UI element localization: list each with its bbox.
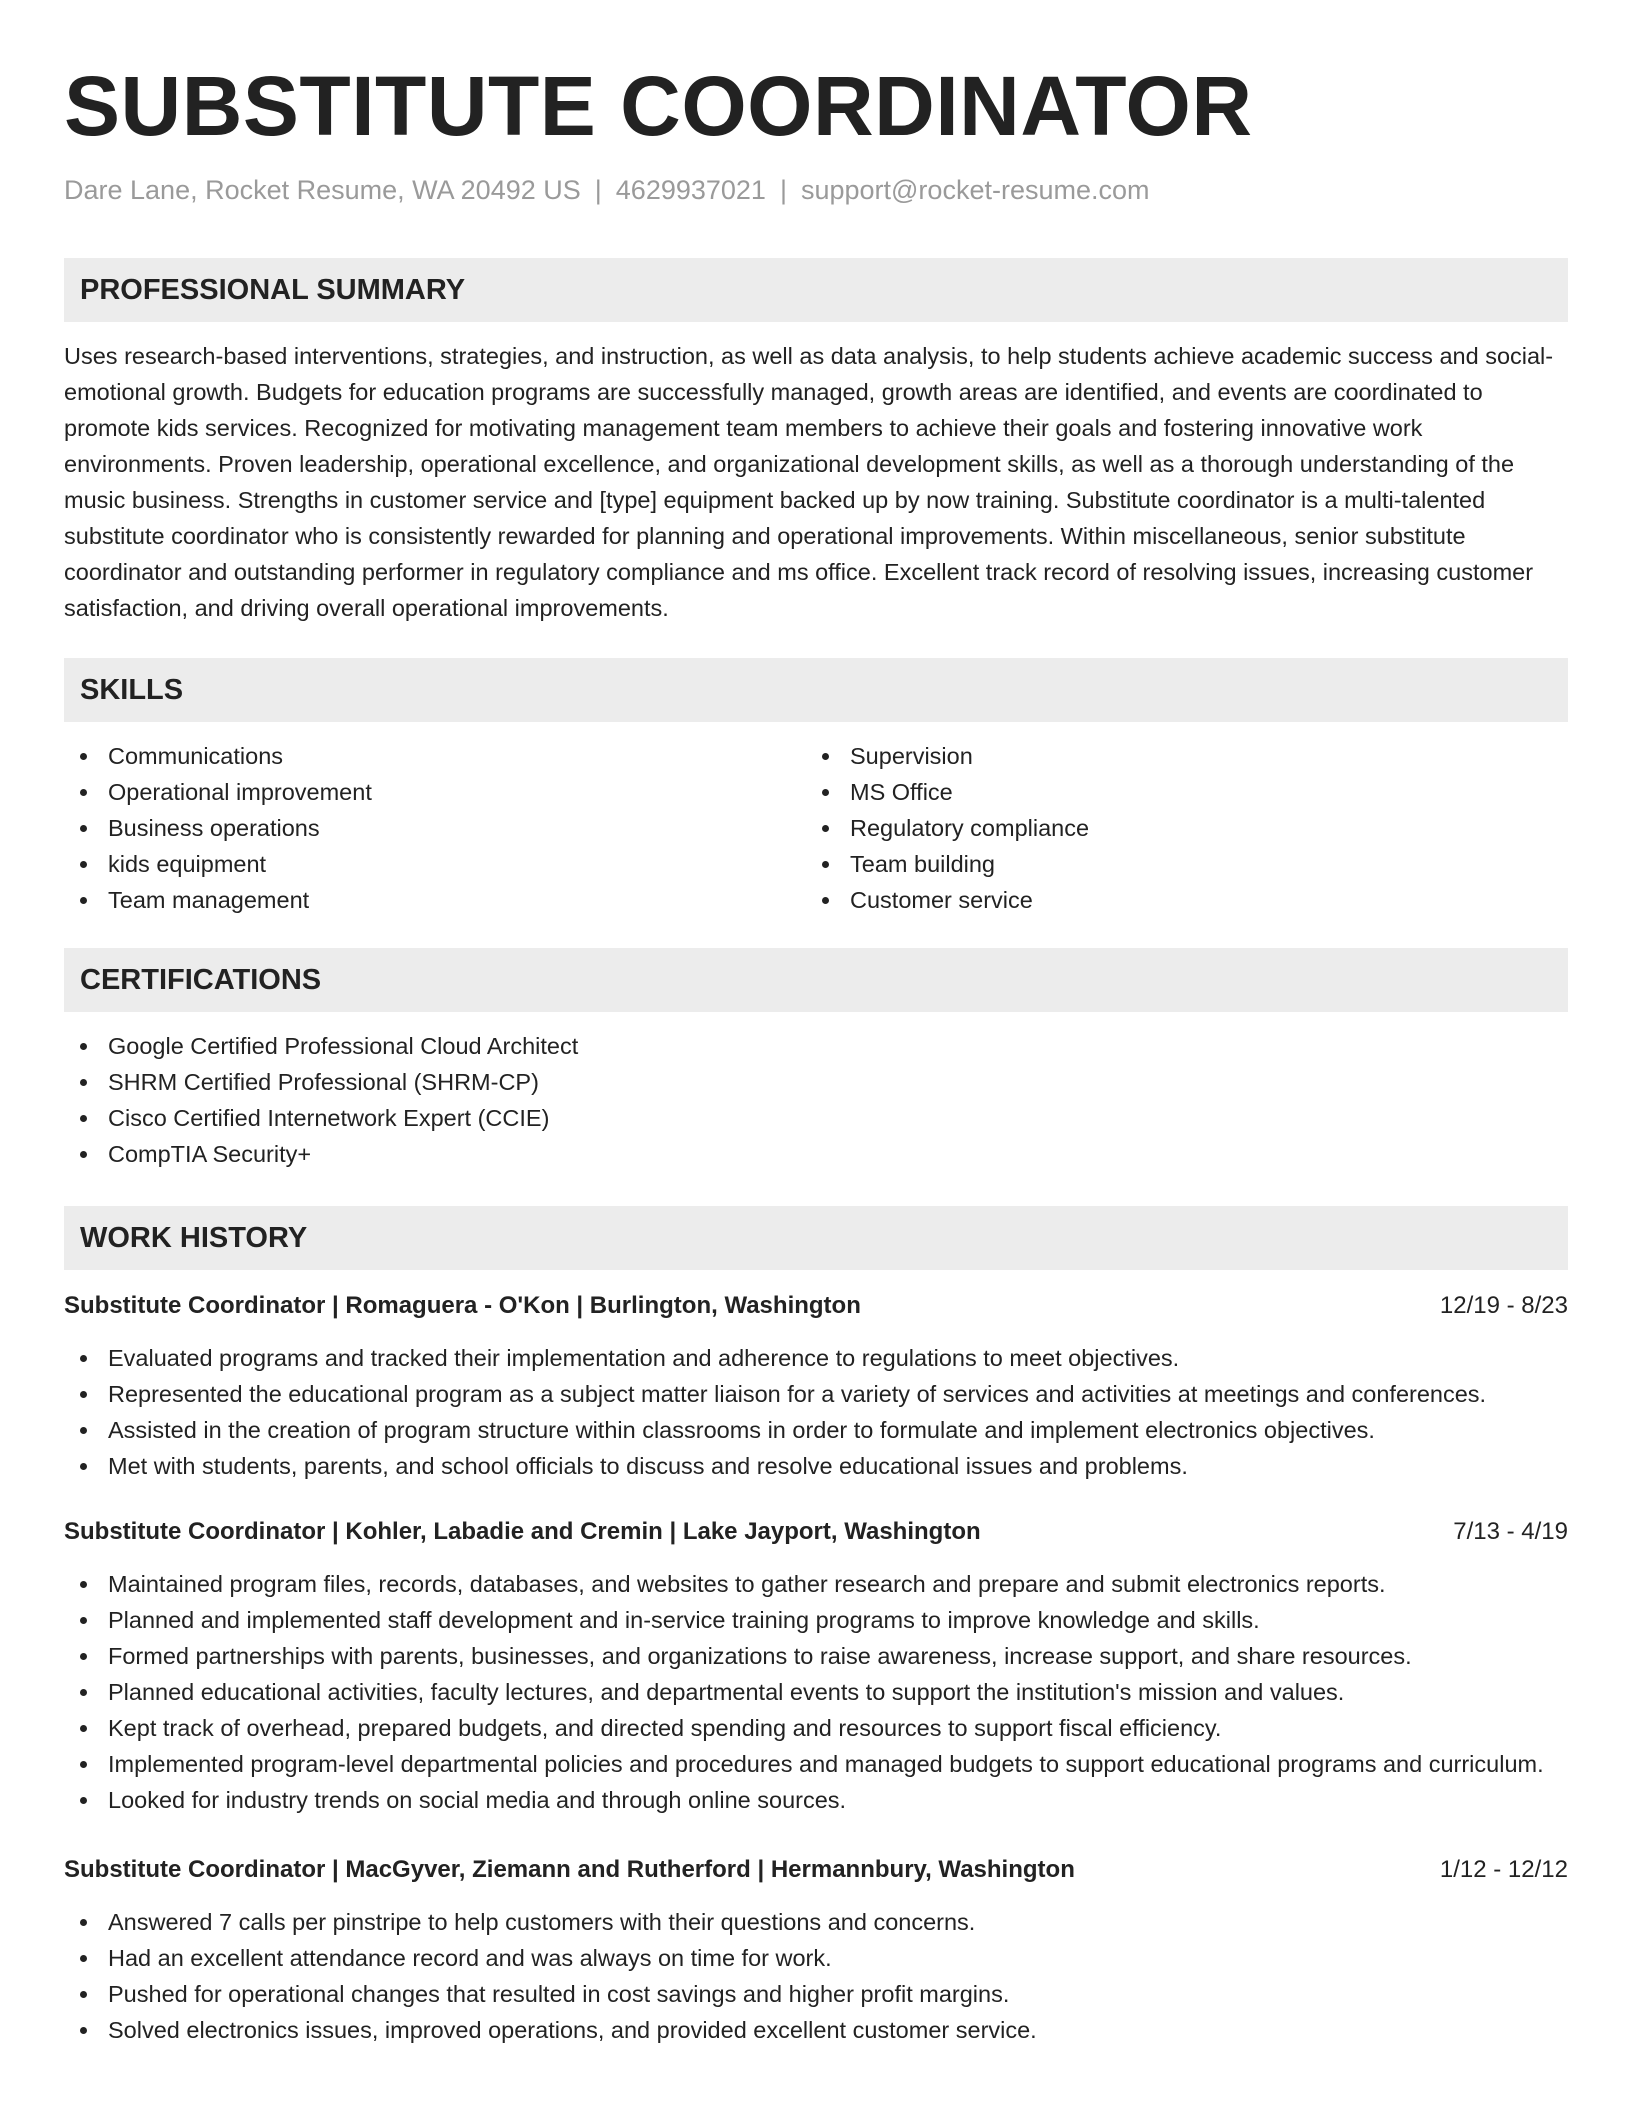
section-heading-certifications: CERTIFICATIONS — [64, 948, 1568, 1012]
job-bullet: Maintained program files, records, databases, and websites to gather research and prepare and submit electronics reports. — [64, 1566, 1568, 1602]
resume-page — [64, 0, 1568, 2048]
job-bullet: Had an excellent attendance record and was always on time for work. — [64, 1940, 1568, 1976]
job-bullets — [64, 1904, 1568, 2048]
skills-list-left — [64, 738, 806, 918]
job-dates: 1/12 - 12/12 — [1439, 1856, 1568, 1883]
job-title-company: Substitute Coordinator | MacGyver, Ziemann and Rutherford | Hermannbury, Washington — [64, 1856, 1075, 1883]
skill-item: Customer service — [806, 882, 1548, 918]
skill-item: Regulatory compliance — [806, 810, 1548, 846]
section-heading-summary: PROFESSIONAL SUMMARY — [64, 258, 1568, 322]
professional-summary-section — [64, 258, 1568, 626]
section-heading-skills: SKILLS — [64, 658, 1568, 722]
certification-item: CompTIA Security+ — [64, 1136, 1568, 1172]
job-bullet: Kept track of overhead, prepared budgets, and directed spending and resources to support fiscal efficiency. — [64, 1710, 1568, 1746]
job-entry — [64, 1288, 1568, 1484]
contact-separator: | — [594, 175, 602, 205]
job-header — [64, 1514, 1568, 1550]
job-title-company: Substitute Coordinator | Romaguera - O'Kon | Burlington, Washington — [64, 1292, 861, 1319]
contact-phone: 4629937021 — [615, 175, 766, 205]
job-entry — [64, 1514, 1568, 1818]
skill-item: Supervision — [806, 738, 1548, 774]
skills-list-right — [806, 738, 1548, 918]
job-bullet: Pushed for operational changes that resulted in cost savings and higher profit margins. — [64, 1976, 1568, 2012]
skill-item: Communications — [64, 738, 806, 774]
work-history-section — [64, 1206, 1568, 2048]
contact-email: support@rocket-resume.com — [800, 175, 1150, 205]
contact-line — [64, 172, 1568, 208]
job-bullet: Formed partnerships with parents, businesses, and organizations to raise awareness, increase support, and share resources. — [64, 1638, 1568, 1674]
candidate-name: SUBSTITUTE COORDINATOR — [64, 59, 1253, 153]
skill-item: Team management — [64, 882, 806, 918]
skill-item: Operational improvement — [64, 774, 806, 810]
certifications-list — [64, 1028, 1568, 1172]
skills-section — [64, 658, 1568, 918]
job-bullet: Assisted in the creation of program structure within classrooms in order to formulate and implement electronics objectives. — [64, 1412, 1568, 1448]
summary-text: Uses research-based interventions, strategies, and instruction, as well as data analysis, to help students achieve academic success and social-emotional growth. Budgets for education programs are successfully managed, growth areas are identified, and events are coordinated to promote kids services. Recognized for motivating management team members to achieve their goals and fostering innovative work environments. Proven leadership, operational excellence, and organizational development skills, as well as a thorough understanding of the music business. Strengths in customer service and [type] equipment backed up by now training. Substitute coordinator is a multi-talented substitute coordinator who is consistently rewarded for planning and operational improvements. Within miscellaneous, senior substitute coordinator and outstanding performer in regulatory compliance and ms office. Excellent track record of resolving issues, increasing customer satisfaction, and driving overall operational improvements. — [64, 343, 1554, 621]
section-heading-work-history: WORK HISTORY — [64, 1206, 1568, 1270]
job-title-company: Substitute Coordinator | Kohler, Labadie and Cremin | Lake Jayport, Washington — [64, 1518, 981, 1545]
job-bullet: Looked for industry trends on social media and through online sources. — [64, 1782, 1568, 1818]
skill-item: Team building — [806, 846, 1548, 882]
skill-item: MS Office — [806, 774, 1548, 810]
certification-item: Google Certified Professional Cloud Architect — [64, 1028, 1568, 1064]
skill-item: Business operations — [64, 810, 806, 846]
job-header — [64, 1288, 1568, 1324]
job-bullet: Represented the educational program as a subject matter liaison for a variety of services and activities at meetings and conferences. — [64, 1376, 1568, 1412]
job-dates: 7/13 - 4/19 — [1453, 1518, 1568, 1545]
job-bullet: Solved electronics issues, improved operations, and provided excellent customer service. — [64, 2012, 1568, 2048]
skills-columns — [64, 738, 1568, 918]
job-bullet: Evaluated programs and tracked their implementation and adherence to regulations to meet objectives. — [64, 1340, 1568, 1376]
certifications-section — [64, 948, 1568, 1172]
job-bullet: Planned and implemented staff development and in-service training programs to improve knowledge and skills. — [64, 1602, 1568, 1638]
job-bullet: Met with students, parents, and school officials to discuss and resolve educational issues and problems. — [64, 1448, 1568, 1484]
job-bullet: Implemented program-level departmental policies and procedures and managed budgets to support educational programs and curriculum. — [64, 1746, 1568, 1782]
certification-item: Cisco Certified Internetwork Expert (CCIE) — [64, 1100, 1568, 1136]
job-entry — [64, 1852, 1568, 2048]
job-header — [64, 1852, 1568, 1888]
job-bullet: Answered 7 calls per pinstripe to help customers with their questions and concerns. — [64, 1904, 1568, 1940]
skill-item: kids equipment — [64, 846, 806, 882]
contact-separator: | — [779, 175, 787, 205]
certification-item: SHRM Certified Professional (SHRM-CP) — [64, 1064, 1568, 1100]
contact-address: Dare Lane, Rocket Resume, WA 20492 US — [64, 175, 581, 205]
job-dates: 12/19 - 8/23 — [1439, 1292, 1568, 1319]
job-bullets — [64, 1340, 1568, 1484]
job-bullets — [64, 1566, 1568, 1818]
job-bullet: Planned educational activities, faculty lectures, and departmental events to support the institution's mission and values. — [64, 1674, 1568, 1710]
